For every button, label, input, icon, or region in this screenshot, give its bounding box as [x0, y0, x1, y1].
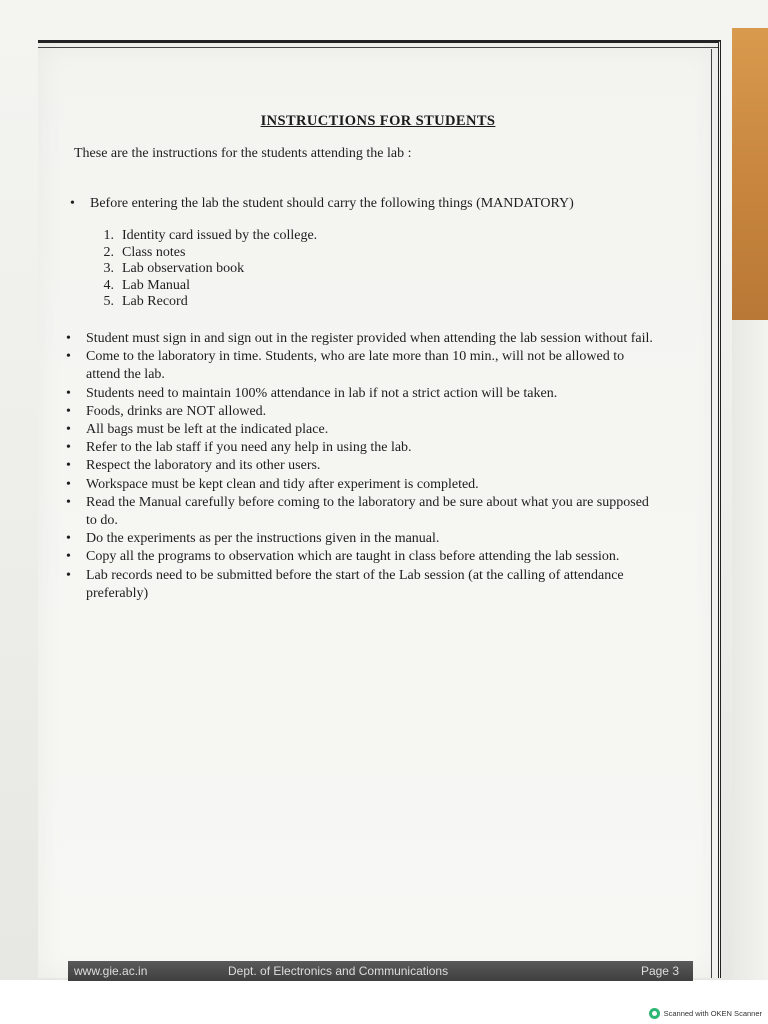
rules-list	[64, 330, 658, 603]
bullet-marker: •	[66, 549, 71, 565]
scanner-watermark	[649, 1006, 762, 1020]
item-number: 1.	[103, 228, 114, 243]
item-number: 5.	[103, 294, 114, 310]
item-number: 4.	[103, 277, 114, 293]
bullet-marker: •	[66, 476, 71, 492]
scanner-text: Scanned with OKEN Scanner	[663, 1008, 762, 1018]
footer-department: Dept. of Electronics and Communications	[228, 964, 449, 978]
footer-page-number: Page 3	[640, 964, 679, 978]
bullet-marker: •	[70, 196, 75, 211]
rule-item	[64, 548, 658, 566]
bullet-marker: •	[66, 458, 71, 474]
item-text: Lab Record	[122, 294, 188, 310]
item-text: Lab observation book	[122, 261, 245, 277]
mandatory-heading: Before entering the lab the student should carry the following things (MANDATORY)	[90, 196, 574, 211]
rule-item	[64, 330, 658, 348]
scanner-logo-icon	[649, 1008, 660, 1019]
rule-item	[64, 457, 658, 475]
page-footer	[68, 961, 693, 981]
desk-surface	[732, 28, 768, 328]
bullet-marker: •	[66, 349, 71, 365]
bullet-marker: •	[66, 385, 71, 401]
bullet-marker: •	[66, 422, 71, 438]
rule-text: Lab records need to be submitted before the start of the Lab session (at the calling of attendance preferably)	[86, 567, 624, 601]
rule-text: Foods, drinks are NOT allowed.	[86, 403, 267, 419]
rule-item	[64, 348, 658, 384]
underlying-page	[732, 320, 768, 980]
rule-text: Refer to the lab staff if you need any help in using the lab.	[86, 440, 412, 456]
rule-item	[64, 494, 658, 530]
bullet-marker: •	[66, 494, 71, 510]
item-text: Class notes	[122, 244, 186, 260]
rule-text: Read the Manual carefully before coming to the laboratory and be sure about what you are supposed to do.	[86, 494, 649, 529]
bullet-marker: •	[66, 403, 71, 419]
rule-item	[64, 567, 658, 603]
mandatory-item	[90, 294, 317, 311]
page-title: INSTRUCTIONS FOR STUDENTS	[260, 113, 496, 129]
mandatory-heading-item	[68, 195, 678, 213]
mandatory-item	[90, 278, 317, 295]
item-number: 2.	[103, 244, 114, 260]
rule-text: Student must sign in and sign out in the register provided when attending the lab session without fail.	[86, 331, 653, 346]
bullet-marker: •	[66, 331, 71, 346]
item-number: 3.	[103, 261, 114, 277]
intro-text: These are the instructions for the students attending the lab :	[74, 146, 412, 161]
rule-text: Students need to maintain 100% attendance in lab if not a strict action will be taken.	[86, 385, 558, 401]
bullet-marker: •	[66, 567, 71, 583]
mandatory-section	[68, 195, 678, 213]
rule-item	[64, 385, 658, 403]
bullet-marker: •	[66, 440, 71, 456]
rule-item	[64, 476, 658, 494]
bullet-marker: •	[66, 531, 71, 547]
mandatory-item	[90, 261, 317, 278]
item-text: Lab Manual	[122, 277, 191, 293]
rule-item	[64, 530, 658, 548]
rule-text: Workspace must be kept clean and tidy after experiment is completed.	[86, 476, 479, 492]
footer-website: www.gie.ac.in	[74, 964, 148, 978]
mandatory-item	[90, 228, 317, 245]
rule-item	[64, 421, 658, 439]
rule-text: Respect the laboratory and its other users.	[86, 458, 321, 474]
item-text: Identity card issued by the college.	[122, 228, 318, 243]
rule-text: Do the experiments as per the instructions given in the manual.	[86, 531, 440, 547]
rule-text: Copy all the programs to observation which are taught in class before attending the lab session.	[86, 549, 620, 565]
rule-text: All bags must be left at the indicated place.	[86, 422, 329, 438]
document-page	[38, 40, 721, 978]
mandatory-list	[90, 228, 317, 311]
rule-item	[64, 439, 658, 457]
mandatory-item	[90, 245, 317, 262]
rule-item	[64, 403, 658, 421]
rule-text: Come to the laboratory in time. Students, who are late more than 10 min., will not be allowed to attend the lab.	[86, 349, 625, 383]
